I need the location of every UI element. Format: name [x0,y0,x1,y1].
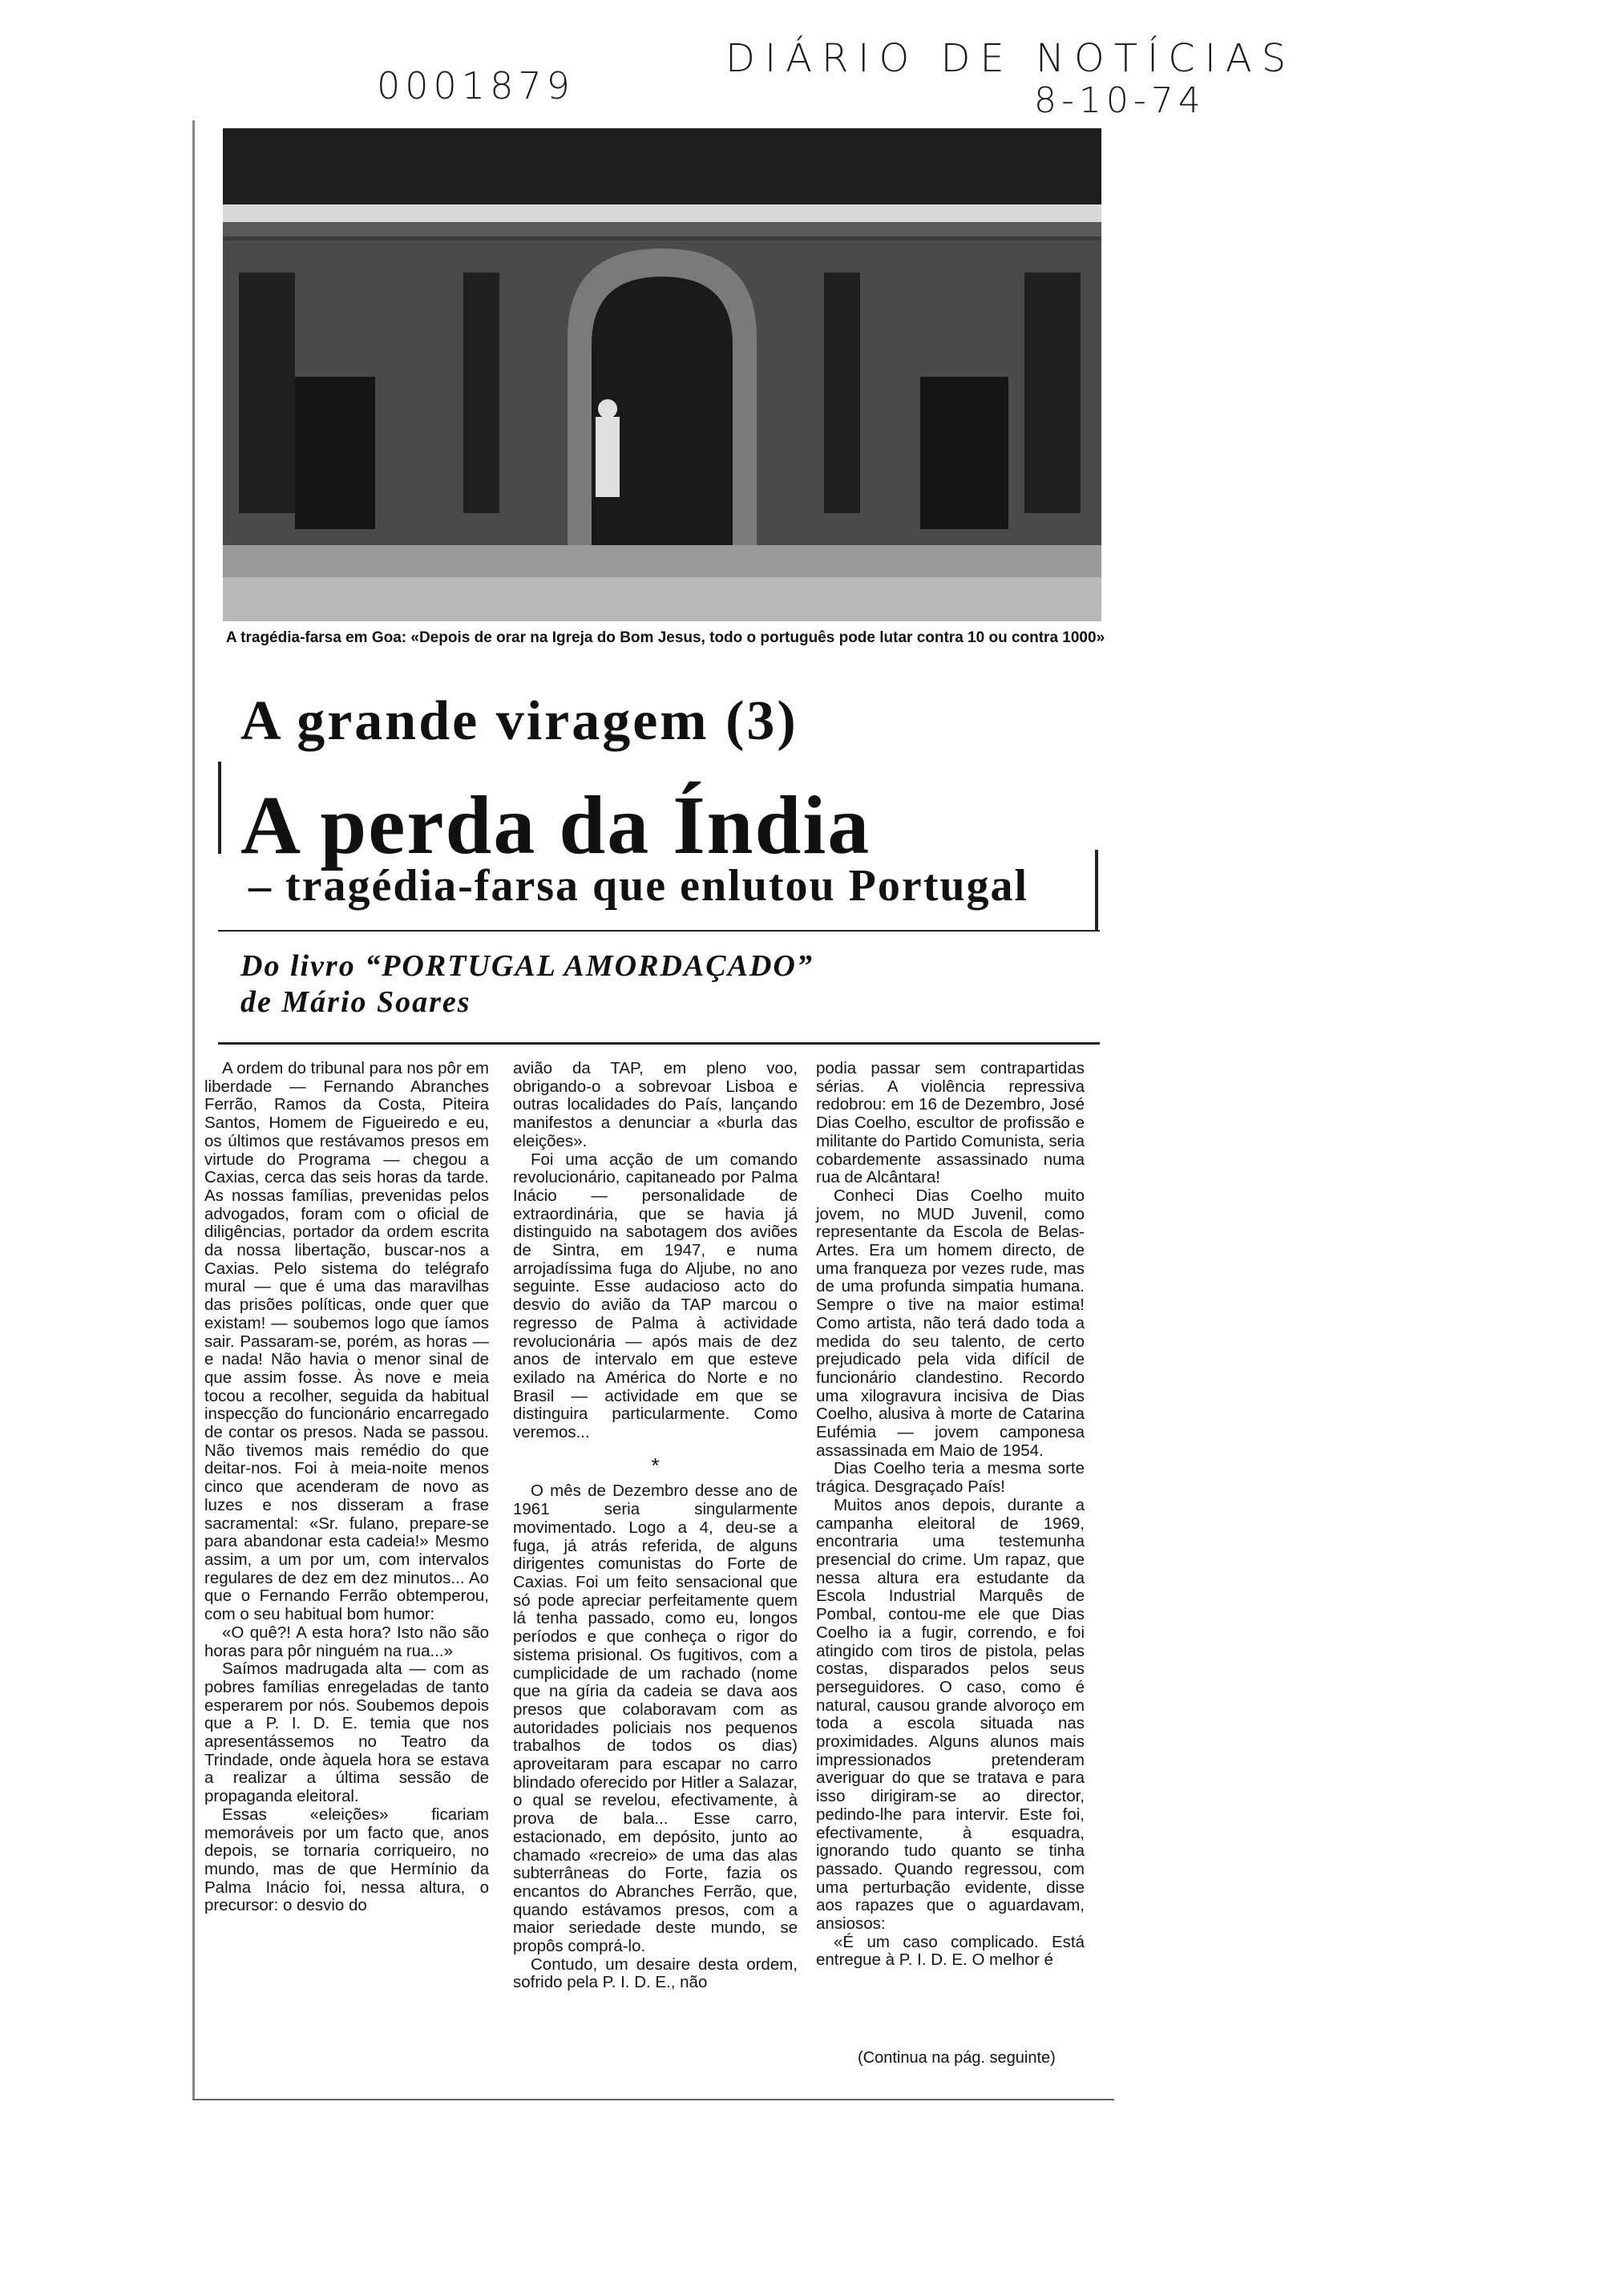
section-separator: * [651,1453,660,1477]
archive-number: 0001879 [377,64,575,107]
paragraph: Contudo, um desaire desta ordem, sofrido pela P. I. D. E., não [513,1954,798,1992]
clipping-date: 8-10-74 [1034,80,1206,121]
headline-bar-right [1095,850,1098,930]
paragraph: Conheci Dias Coelho muito jovem, no MUD Juvenil, como representante da Escola de Belas-Artes. Era um homem directo, de uma franqueza por vezes rude, mas de uma profunda simpatia humana. Sempre o tive na maior estima! Como artista, não terá dado toda a medida do seu talento, de certo prejudicado pela vida difícil de funcionário clandestino. Recordo uma xilogravura incisiva de Dias Coelho, alusiva à morte de Catarina Eufémia — jovem camponesa assassinada em Maio de 1954. [816,1186,1085,1460]
photo-caption: A tragédia-farsa em Goa: «Depois de orar na Igreja do Bom Jesus, todo o português pode lutar contra 10 ou contra 1000» [225,629,1105,646]
series-title: A grande viragem (3) [240,690,798,752]
paragraph: «O quê?! A esta hora? Isto não são horas para pôr ninguém na rua...» [204,1623,489,1660]
byline-source: Do livro “PORTUGAL AMORDAÇADO” [240,949,814,983]
main-headline: A perda da Índia [240,779,871,871]
article-column-3 [816,1060,1085,1970]
clipping-left-edge [192,120,195,2100]
headline-underline [218,930,1100,932]
paragraph: A ordem do tribunal para nos pôr em liberdade — Fernando Abranches Ferrão, Ramos da Costa, Piteira Santos, Homem de Figueiredo e eu, os últimos que restávamos presos em virtude do Programa — chegou a Caxias, cerca das seis horas da tarde. As nossas famílias, prevenidas pelos advogados, foram com o oficial de diligências, portador da ordem escrita da nossa libertação, buscar-nos a Caxias. Pelo sistema do telégrafo mural — que é uma das maravilhas das prisões políticas, onde quer que existam! — soubemos logo que íamos sair. Passaram-se, porém, as horas — e nada! Não havia o menor sinal de que assim fosse. Às nove e meia tocou a recolher, seguida da habitual inspecção do funcionário encarregado de contar os presos. Nada se passou. Não tivemos mais remédio do que deitar-nos. Foi à meia-noite menos cinco que acenderam de novo as luzes e nos disseram a frase sacramental: «Sr. fulano, prepare-se para abandonar esta cadeia!» Mesmo assim, a um por um, com intervalos regulares de dez em dez minutos... Ao que o Fernando Ferrão obtemperou, com o seu habitual bom humor: [204,1059,489,1624]
paragraph: Foi uma acção de um comando revolucionário, capitaneado por Palma Inácio — personalidade de extraordinária, que se havia já distinguido na sabotagem dos aviões de Sintra, em 1947, e numa arrojadíssima fuga do Aljube, no ano seguinte. Esse audacioso acto do desvio do avião da TAP marcou o regresso de Palma à actividade revolucionária — após mais de dez anos de intervalo em que esteve exilado na América do Norte e no Brasil — actividade em que se distinguira particularmente. Como veremos... [513,1150,798,1442]
paragraph: Saímos madrugada alta — com as pobres famílias enregeladas de tanto esperarem por nós. Soubemos depois que a P. I. D. E. temia que nos apresentássemos no Teatro da Trindade, onde àquela hora se estava a realizar a última sessão de propaganda eleitoral. [204,1659,489,1806]
byline-underline [218,1042,1100,1045]
continued-note: (Continua na pág. seguinte) [858,2049,1056,2067]
paragraph: Muitos anos depois, durante a campanha eleitoral de 1969, encontraria uma testemunha presencial do crime. Um rapaz, que nessa altura era estudante da Escola Industrial Marquês de Pombal, contou-me ele que Dias Coelho ia a fugir, correndo, e foi atingido com tiros de pistola, pelas costas, disparados pelos seus perseguidores. O caso, como é natural, causou grande alvoroço em toda a escola situada nas proximidades. Alguns alunos mais impressionados pretenderam averiguar do que se tratava e para isso dirigiram-se ao director, pedindo-lhe para intervir. Este foi, efectivamente, à esquadra, ignorando tudo quanto se tinha passado. Quando regressou, com uma perturbação evidente, disse aos rapazes que o aguardavam, ansiosos: [816,1495,1085,1934]
paragraph: Dias Coelho teria a mesma sorte trágica. Desgraçado País! [816,1459,1085,1497]
church-photo [223,128,1101,621]
article-column-1 [204,1060,489,1915]
headline-bar-left [218,762,221,854]
byline-author: de Mário Soares [240,985,471,1019]
article-column-2 [513,1060,798,1992]
paragraph: podia passar sem contrapartidas sérias. A violência repressiva redobrou: em 16 de Dezembro, José Dias Coelho, escultor de profissão e militante do Partido Comunista, seria cobardemente assassinado numa rua de Alcântara! [816,1059,1085,1187]
paragraph: O mês de Dezembro desse ano de 1961 seria singularmente movimentado. Logo a 4, deu-se a fuga, já atrás referida, de alguns dirigentes comunistas do Forte de Caxias. Foi um feito sensacional que só pode apreciar perfeitamente quem lá tenha passado, como eu, longos períodos e que conheça o rigor do sistema prisional. Os fugitivos, com a cumplicidade de um rachado (nome que na gíria da cadeia se dava aos presos que colaboravam com as autoridades policiais nos pequenos trabalhos de todos os dias) aproveitaram para escapar no carro blindado oferecido por Hitler a Salazar, o qual se revelou, efectivamente, à prova de bala... Esse carro, estacionado, em depósito, junto ao chamado «recreio» de uma das alas subterrâneas do Forte, fazia os encantos do Abranches Ferrão, que, quando estávamos presos, com a maior seriedade deste mundo, se propôs comprá-lo. [513,1481,798,1956]
sub-headline: – tragédia-farsa que enlutou Portugal [248,861,1029,911]
paragraph: avião da TAP, em pleno voo, obrigando-o a sobrevoar Lisboa e outras localidades do País, lançando manifestos a denunciar a «burla das eleições». [513,1059,798,1150]
newspaper-name: DIÁRIO DE NOTÍCIAS [725,36,1296,81]
church-facade-image [223,128,1101,621]
paragraph: Essas «eleições» ficariam memoráveis por um facto que, anos depois, se tornaria corriqueiro, no mundo, mas de que Hermínio da Palma Inácio foi, nessa altura, o precursor: o desvio do [204,1805,489,1915]
clipping-bottom-edge [192,2099,1114,2100]
paragraph: «É um caso complicado. Está entregue à P. I. D. E. O melhor é [816,1932,1085,1970]
